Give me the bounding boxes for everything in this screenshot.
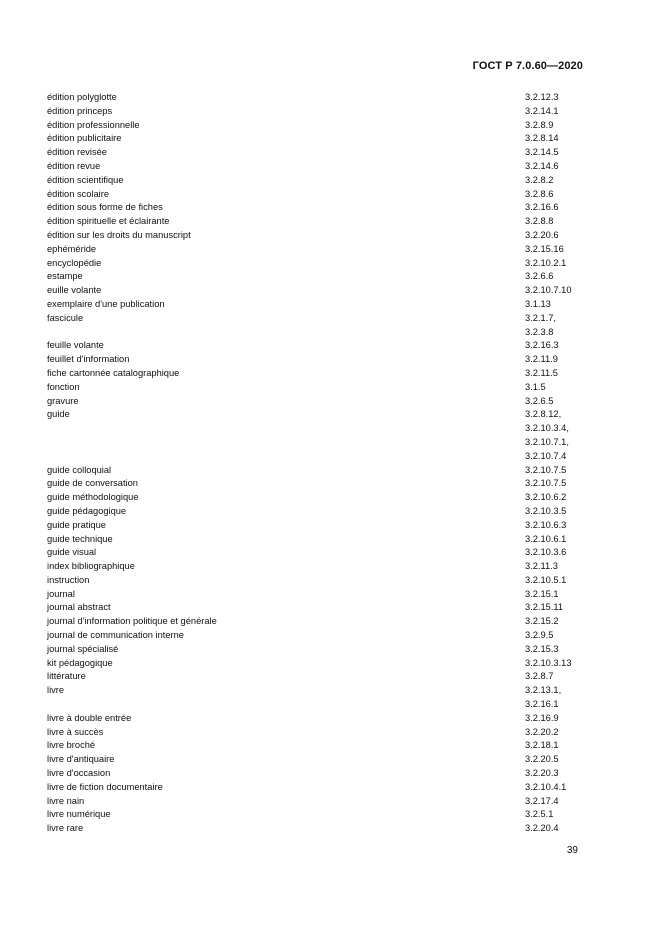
- index-entry: [47, 91, 582, 105]
- index-entry: [47, 132, 582, 146]
- index-entry: [47, 491, 582, 505]
- index-term: livre nain: [47, 795, 85, 806]
- index-term: édition sous forme de fiches: [47, 202, 163, 213]
- clause-reference: 3.2.20.3: [525, 768, 559, 779]
- index-refs: [525, 629, 582, 643]
- index-refs: [525, 767, 582, 781]
- index-refs: [525, 188, 582, 202]
- index-refs: [525, 795, 582, 809]
- clause-reference: 3.2.10.6.3: [525, 519, 567, 530]
- clause-reference: 3.2.16.1: [525, 699, 559, 710]
- index-term: guide technique: [47, 533, 113, 544]
- index-entry: [47, 229, 582, 243]
- index-entry: [47, 739, 582, 753]
- index-term: guide colloquial: [47, 464, 112, 475]
- index-term: guide pédagogique: [47, 505, 127, 516]
- index-refs: [525, 257, 582, 271]
- index-refs: [525, 312, 582, 340]
- index-term: ephéméride: [47, 243, 97, 254]
- index-term: kit pédagogique: [47, 657, 113, 668]
- clause-reference: 3.2.18.1: [525, 740, 559, 751]
- clause-reference: 3.2.14.1: [525, 105, 559, 116]
- index-term: édition revue: [47, 160, 101, 171]
- index-entry: [47, 464, 582, 478]
- index-entry: [47, 767, 582, 781]
- clause-reference: 3.1.13: [525, 298, 551, 309]
- index-refs: [525, 381, 582, 395]
- index-entry: [47, 284, 582, 298]
- index-entry: [47, 629, 582, 643]
- index-refs: [525, 670, 582, 684]
- clause-reference: 3.2.10.3.13: [525, 657, 572, 668]
- page-number: 39: [566, 845, 578, 856]
- clause-reference: 3.2.6.6: [525, 271, 554, 282]
- index-term: exemplaire d'une publication: [47, 298, 165, 309]
- clause-reference: 3.2.20.2: [525, 726, 559, 737]
- clause-reference: 3.2.6.5: [525, 395, 554, 406]
- index-term: livre rare: [47, 823, 84, 834]
- clause-reference: 3.2.11.5: [525, 367, 558, 378]
- index-term: livre de fiction documentaire: [47, 781, 163, 792]
- index-refs: [525, 546, 582, 560]
- index-entry: [47, 119, 582, 133]
- clause-reference: 3.2.5.1: [525, 809, 554, 820]
- index-refs: [525, 229, 582, 243]
- index-term: guide visual: [47, 547, 97, 558]
- index-term: édition publicitaire: [47, 133, 122, 144]
- index-term: livre à double entrée: [47, 712, 132, 723]
- index-term: livre broché: [47, 740, 96, 751]
- index-refs: [525, 491, 582, 505]
- index-term: édition princeps: [47, 105, 113, 116]
- clause-reference: 3.2.8.8: [525, 216, 554, 227]
- index-refs: [525, 477, 582, 491]
- index-term: édition revisée: [47, 147, 107, 158]
- index-entry: [47, 546, 582, 560]
- index-entry: [47, 257, 582, 271]
- index-entry: [47, 795, 582, 809]
- index-term: journal: [47, 588, 75, 599]
- index-entry: [47, 174, 582, 188]
- index-entry: [47, 160, 582, 174]
- clause-reference: 3.2.3.8: [525, 326, 554, 337]
- index-refs: [525, 408, 582, 463]
- index-refs: [525, 712, 582, 726]
- clause-reference: 3.2.10.3.6: [525, 547, 567, 558]
- index-entry: [47, 670, 582, 684]
- index-term: journal spécialisé: [47, 643, 119, 654]
- clause-reference: 3.2.9.5: [525, 630, 554, 641]
- index-entry: [47, 395, 582, 409]
- index-refs: [525, 119, 582, 133]
- clause-reference: 3.2.10.7.10: [525, 285, 572, 296]
- index-refs: [525, 215, 582, 229]
- term-index-list: [47, 91, 582, 836]
- index-entry: [47, 588, 582, 602]
- index-term: fascicule: [47, 312, 84, 323]
- index-refs: [525, 146, 582, 160]
- clause-reference: 3.2.10.2.1: [525, 257, 567, 268]
- clause-reference: 3.2.15.1: [525, 588, 559, 599]
- index-refs: [525, 533, 582, 547]
- index-refs: [525, 684, 582, 712]
- index-refs: [525, 270, 582, 284]
- index-entry: [47, 505, 582, 519]
- index-entry: [47, 808, 582, 822]
- index-entry: [47, 560, 582, 574]
- index-entry: [47, 477, 582, 491]
- clause-reference: 3.2.13.1,: [525, 685, 562, 696]
- clause-reference: 3.2.14.5: [525, 147, 559, 158]
- clause-reference: 3.2.15.11: [525, 602, 564, 613]
- index-entry: [47, 657, 582, 671]
- index-term: feuillet d'information: [47, 354, 130, 365]
- index-term: index bibliographique: [47, 561, 135, 572]
- index-refs: [525, 560, 582, 574]
- index-entry: [47, 615, 582, 629]
- clause-reference: 3.2.20.5: [525, 754, 559, 765]
- index-refs: [525, 353, 582, 367]
- clause-reference: 3.2.15.2: [525, 616, 559, 627]
- clause-reference: 3.2.12.3: [525, 92, 559, 102]
- index-entry: [47, 408, 582, 463]
- index-entry: [47, 243, 582, 257]
- index-term: fiche cartonnée catalographique: [47, 367, 180, 378]
- index-refs: [525, 505, 582, 519]
- index-term: guide pratique: [47, 519, 106, 530]
- index-entry: [47, 381, 582, 395]
- index-term: édition scolaire: [47, 188, 110, 199]
- index-entry: [47, 726, 582, 740]
- index-term: journal d'information politique et générale: [47, 616, 217, 627]
- clause-reference: 3.1.5: [525, 381, 546, 392]
- clause-reference: 3.2.20.6: [525, 229, 559, 240]
- index-entry: [47, 753, 582, 767]
- index-entry: [47, 270, 582, 284]
- index-entry: [47, 601, 582, 615]
- index-term: livre d'occasion: [47, 768, 111, 779]
- clause-reference: 3.2.17.4: [525, 795, 559, 806]
- index-term: encyclopédie: [47, 257, 102, 268]
- clause-reference: 3.2.16.6: [525, 202, 559, 213]
- index-refs: [525, 201, 582, 215]
- clause-reference: 3.2.15.16: [525, 243, 564, 254]
- index-refs: [525, 601, 582, 615]
- clause-reference: 3.2.11.9: [525, 354, 558, 365]
- clause-reference: 3.2.8.14: [525, 133, 559, 144]
- index-refs: [525, 753, 582, 767]
- index-term: livre à succès: [47, 726, 104, 737]
- index-entry: [47, 353, 582, 367]
- index-refs: [525, 298, 582, 312]
- clause-reference: 3.2.10.3.5: [525, 505, 567, 516]
- index-term: livre: [47, 685, 65, 696]
- index-refs: [525, 822, 582, 836]
- index-term: édition polyglotte: [47, 92, 117, 102]
- index-entry: [47, 298, 582, 312]
- index-term: livre numérique: [47, 809, 111, 820]
- clause-reference: 3.2.1.7,: [525, 312, 557, 323]
- index-refs: [525, 395, 582, 409]
- index-refs: [525, 643, 582, 657]
- index-term: guide de conversation: [47, 478, 138, 489]
- clause-reference: 3.2.16.3: [525, 340, 559, 351]
- index-term: guide méthodologique: [47, 492, 139, 503]
- index-refs: [525, 519, 582, 533]
- clause-reference: 3.2.10.7.1,: [525, 436, 569, 447]
- index-refs: [525, 105, 582, 119]
- index-refs: [525, 574, 582, 588]
- index-term: gravure: [47, 395, 79, 406]
- index-entry: [47, 712, 582, 726]
- index-term: édition spirituelle et éclairante: [47, 216, 170, 227]
- clause-reference: 3.2.8.6: [525, 188, 554, 199]
- index-refs: [525, 615, 582, 629]
- index-refs: [525, 588, 582, 602]
- index-term: guide: [47, 409, 70, 420]
- clause-reference: 3.2.8.9: [525, 119, 554, 130]
- clause-reference: 3.2.10.7.5: [525, 464, 567, 475]
- clause-reference: 3.2.10.7.4: [525, 450, 567, 461]
- index-term: livre d'antiquaire: [47, 754, 115, 765]
- index-entry: [47, 781, 582, 795]
- index-entry: [47, 643, 582, 657]
- index-refs: [525, 243, 582, 257]
- clause-reference: 3.2.10.3.4,: [525, 423, 569, 434]
- index-entry: [47, 146, 582, 160]
- index-term: journal abstract: [47, 602, 111, 613]
- index-entry: [47, 188, 582, 202]
- index-entry: [47, 312, 582, 340]
- standard-code-header: ГОСТ Р 7.0.60—2020: [472, 60, 583, 72]
- clause-reference: 3.2.20.4: [525, 823, 559, 834]
- clause-reference: 3.2.8.7: [525, 671, 554, 682]
- index-refs: [525, 339, 582, 353]
- index-term: euille volante: [47, 285, 102, 296]
- index-term: édition scientifique: [47, 174, 124, 185]
- clause-reference: 3.2.16.9: [525, 712, 559, 723]
- clause-reference: 3.2.10.4.1: [525, 781, 567, 792]
- index-refs: [525, 657, 582, 671]
- clause-reference: 3.2.10.5.1: [525, 574, 567, 585]
- clause-reference: 3.2.8.2: [525, 174, 554, 185]
- index-refs: [525, 160, 582, 174]
- index-refs: [525, 132, 582, 146]
- index-term: littérature: [47, 671, 86, 682]
- index-refs: [525, 464, 582, 478]
- index-term: journal de communication interne: [47, 630, 184, 641]
- clause-reference: 3.2.10.6.2: [525, 492, 567, 503]
- index-refs: [525, 781, 582, 795]
- clause-reference: 3.2.10.6.1: [525, 533, 567, 544]
- index-term: instruction: [47, 574, 90, 585]
- index-term: estampe: [47, 271, 83, 282]
- index-entry: [47, 201, 582, 215]
- index-term: édition sur les droits du manuscript: [47, 229, 191, 240]
- index-entry: [47, 519, 582, 533]
- clause-reference: 3.2.15.3: [525, 643, 559, 654]
- index-entry: [47, 105, 582, 119]
- index-entry: [47, 367, 582, 381]
- index-refs: [525, 808, 582, 822]
- index-entry: [47, 574, 582, 588]
- index-refs: [525, 367, 582, 381]
- index-refs: [525, 174, 582, 188]
- index-term: édition professionnelle: [47, 119, 140, 130]
- index-entry: [47, 684, 582, 712]
- clause-reference: 3.2.14.6: [525, 160, 559, 171]
- index-refs: [525, 739, 582, 753]
- index-entry: [47, 822, 582, 836]
- index-refs: [525, 726, 582, 740]
- index-entry: [47, 339, 582, 353]
- index-entry: [47, 533, 582, 547]
- index-term: feuille volante: [47, 340, 104, 351]
- index-term: fonction: [47, 381, 80, 392]
- index-refs: [525, 284, 582, 298]
- index-entry: [47, 215, 582, 229]
- clause-reference: 3.2.11.3: [525, 561, 558, 572]
- clause-reference: 3.2.8.12,: [525, 409, 562, 420]
- clause-reference: 3.2.10.7.5: [525, 478, 567, 489]
- index-refs: [525, 91, 582, 105]
